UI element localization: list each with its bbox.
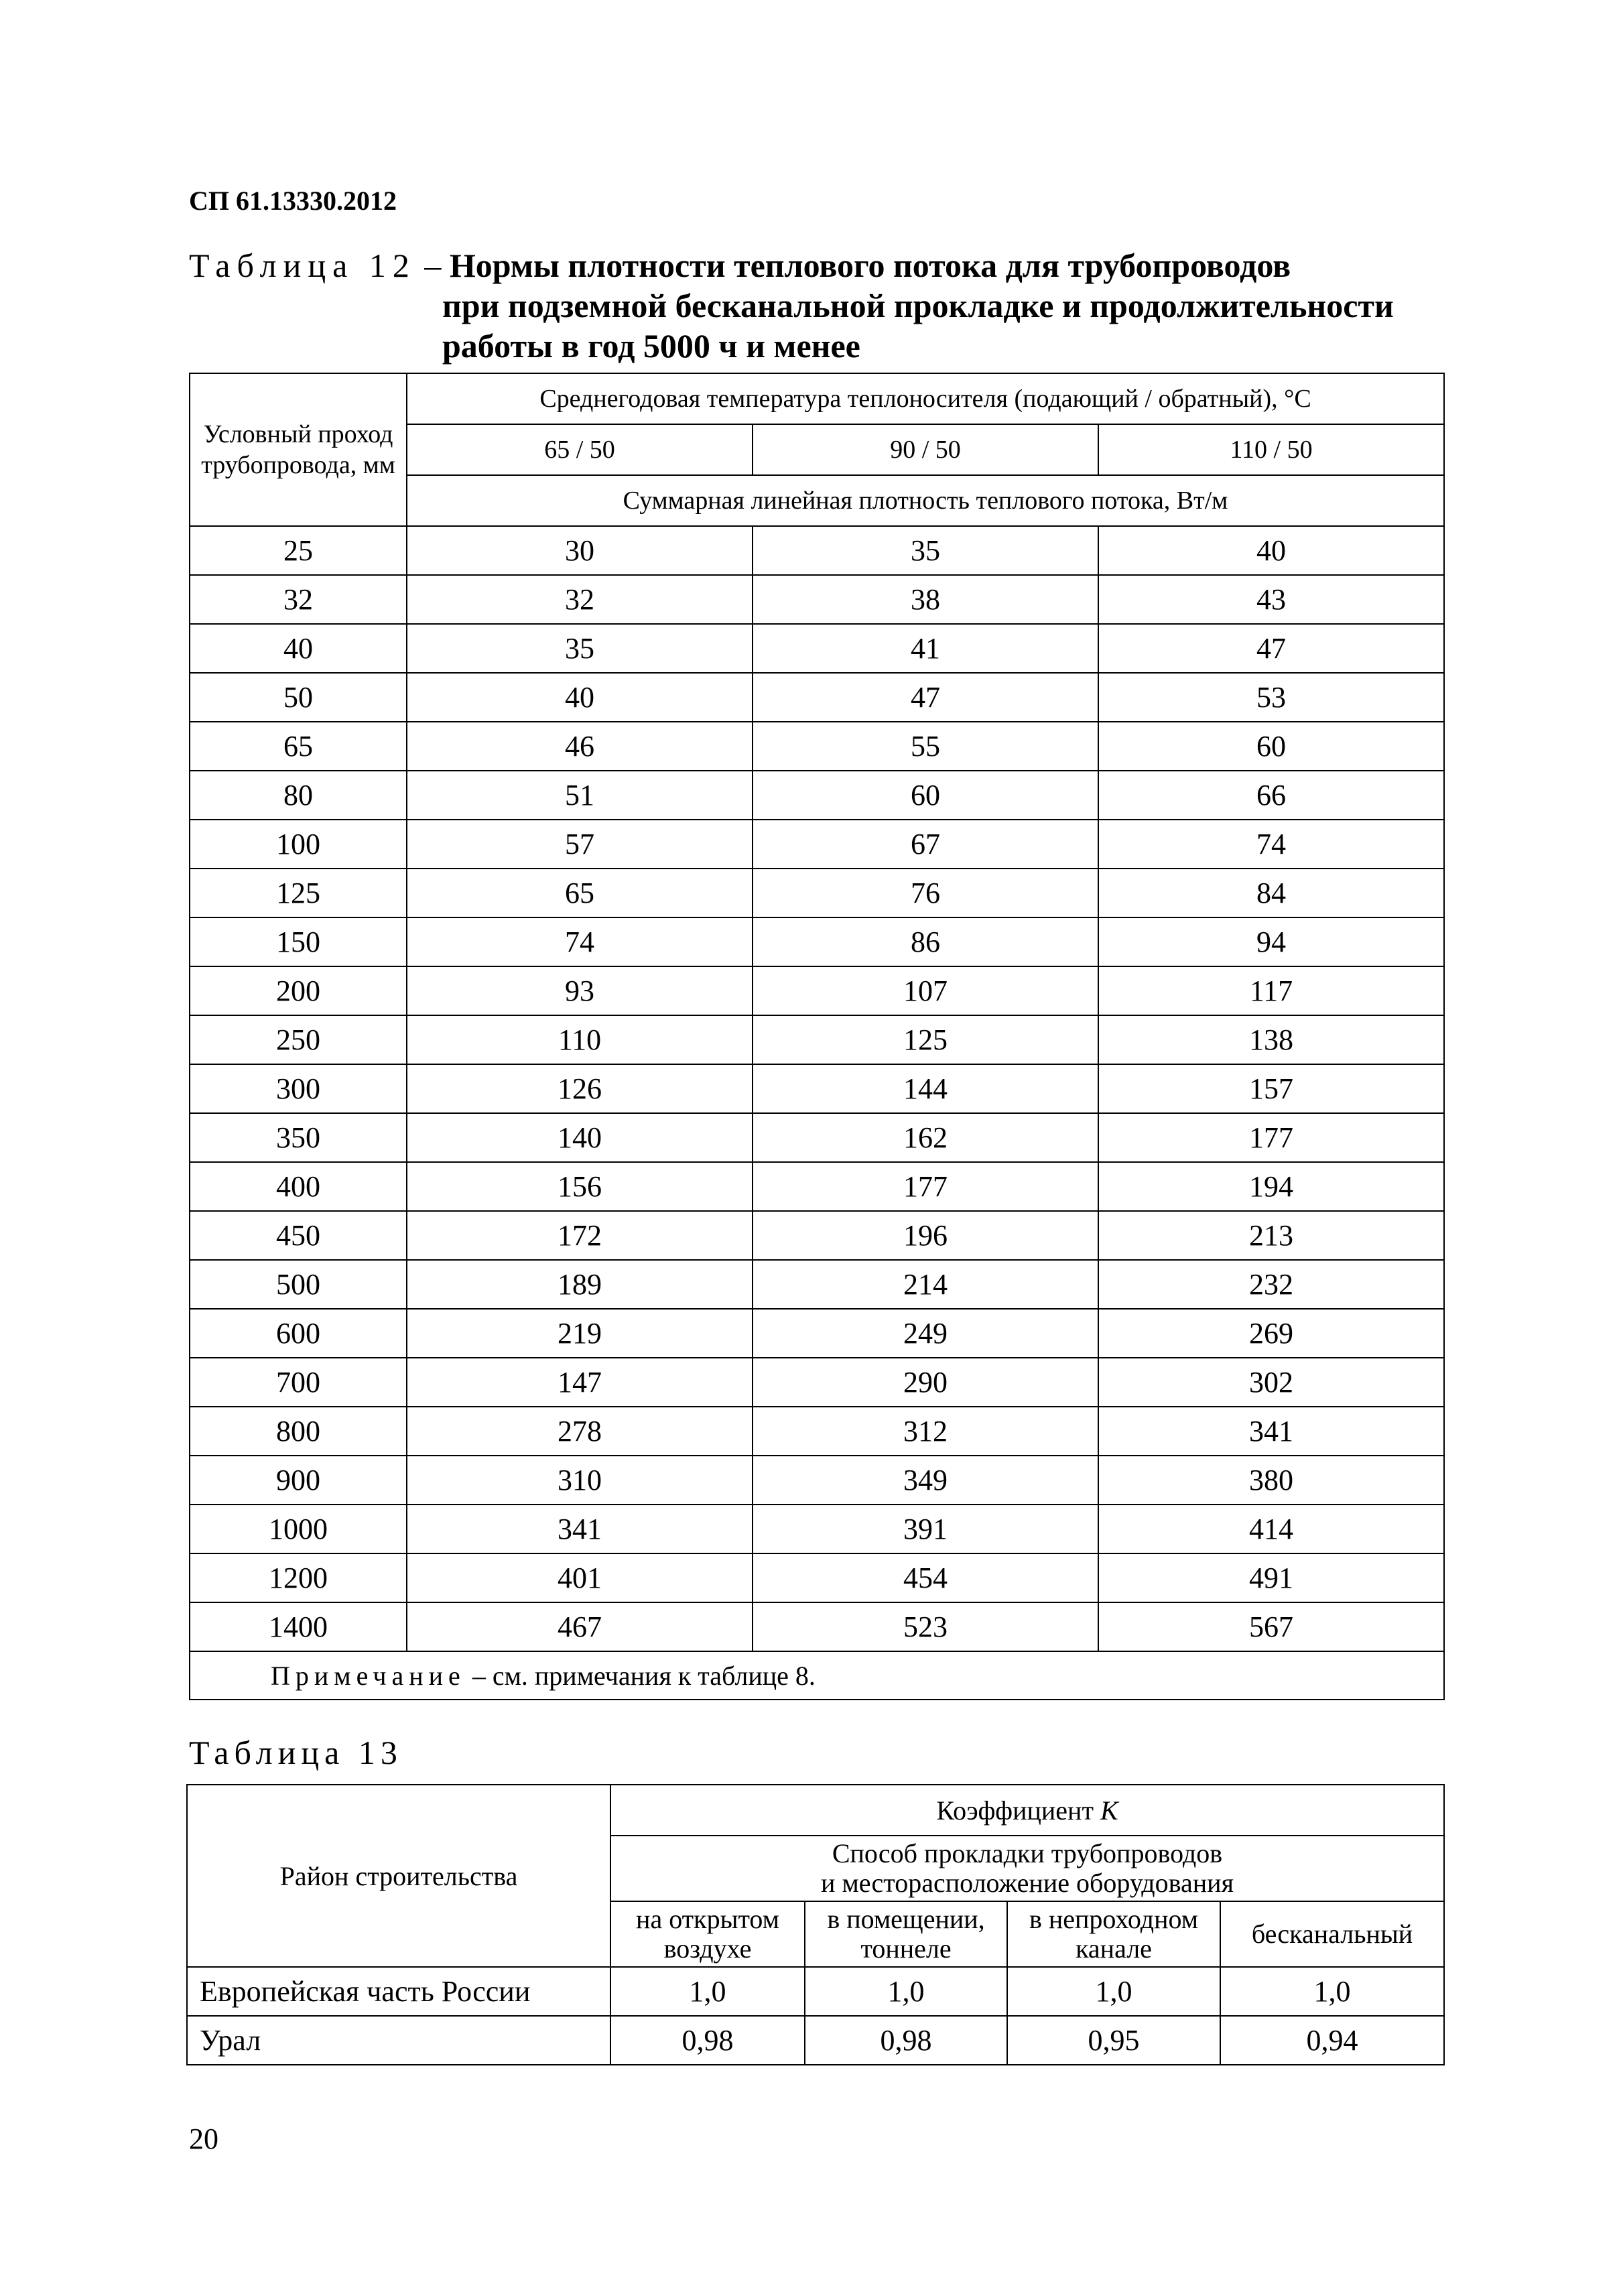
density-cell: 278 [407, 1407, 753, 1456]
table-row [190, 1456, 1444, 1505]
table12-header-temp-2: 90 / 50 [753, 424, 1098, 475]
table13-subcol-line: канале [1076, 1933, 1152, 1964]
table13-subcol-line: воздухе [663, 1933, 752, 1964]
coefficient-cell: 1,0 [1220, 1967, 1444, 2016]
density-cell: 341 [407, 1505, 753, 1553]
density-cell: 491 [1098, 1553, 1444, 1602]
density-cell: 57 [407, 820, 753, 869]
table13-subcol-channel [1007, 1901, 1220, 1967]
document-code: СП 61.13330.2012 [189, 186, 397, 216]
table13 [186, 1784, 1445, 2065]
table13-body [187, 1785, 1444, 2065]
table-row [190, 1602, 1444, 1651]
density-cell: 214 [753, 1260, 1098, 1309]
diameter-cell: 40 [190, 624, 407, 673]
table13-method-line1: Способ прокладки трубопроводов [832, 1838, 1223, 1868]
table13-subcol-open-air [610, 1901, 805, 1967]
density-cell: 40 [1098, 526, 1444, 575]
table12 [189, 373, 1445, 1700]
coefficient-cell: 1,0 [805, 1967, 1007, 2016]
density-cell: 140 [407, 1113, 753, 1162]
table13-subcol-indoor [805, 1901, 1007, 1967]
diameter-cell: 25 [190, 526, 407, 575]
density-cell: 147 [407, 1358, 753, 1407]
diameter-cell: 450 [190, 1211, 407, 1260]
table13-caption: Таблица 13 [189, 1734, 403, 1771]
table-row [190, 722, 1444, 771]
table12-note [190, 1651, 1444, 1700]
density-cell: 414 [1098, 1505, 1444, 1553]
table13-header-method [610, 1836, 1444, 1901]
density-cell: 94 [1098, 917, 1444, 966]
density-cell: 74 [1098, 820, 1444, 869]
table13-coef-prefix: Коэффициент [936, 1795, 1100, 1826]
density-cell: 349 [753, 1456, 1098, 1505]
table-row [190, 1358, 1444, 1407]
table-row [187, 1967, 1444, 2016]
coefficient-cell: 1,0 [610, 1967, 805, 2016]
density-cell: 290 [753, 1358, 1098, 1407]
table-row [190, 1162, 1444, 1211]
density-cell: 341 [1098, 1407, 1444, 1456]
diameter-cell: 350 [190, 1113, 407, 1162]
density-cell: 219 [407, 1309, 753, 1358]
diameter-cell: 1000 [190, 1505, 407, 1553]
table12-header-density: Суммарная линейная плотность теплового потока, Вт/м [407, 475, 1444, 526]
diameter-cell: 200 [190, 966, 407, 1015]
density-cell: 138 [1098, 1015, 1444, 1064]
table13-subcol-channelless [1220, 1901, 1444, 1967]
table13-subcol-line: тоннеле [860, 1933, 952, 1964]
density-cell: 194 [1098, 1162, 1444, 1211]
page-number: 20 [189, 2122, 218, 2155]
density-cell: 86 [753, 917, 1098, 966]
table13-subcol-line: на открытом [636, 1904, 779, 1934]
density-cell: 43 [1098, 575, 1444, 624]
density-cell: 60 [1098, 722, 1444, 771]
density-cell: 84 [1098, 869, 1444, 917]
table13-header-row [187, 1785, 1444, 1836]
diameter-cell: 100 [190, 820, 407, 869]
table-row [187, 2016, 1444, 2065]
density-cell: 35 [753, 526, 1098, 575]
density-cell: 523 [753, 1602, 1098, 1651]
density-cell: 126 [407, 1064, 753, 1113]
diameter-cell: 500 [190, 1260, 407, 1309]
table13-header-coefficient [610, 1785, 1444, 1836]
density-cell: 249 [753, 1309, 1098, 1358]
coefficient-cell: 0,98 [805, 2016, 1007, 2065]
table-row [190, 1553, 1444, 1602]
density-cell: 567 [1098, 1602, 1444, 1651]
density-cell: 55 [753, 722, 1098, 771]
density-cell: 110 [407, 1015, 753, 1064]
density-cell: 232 [1098, 1260, 1444, 1309]
density-cell: 117 [1098, 966, 1444, 1015]
density-cell: 391 [753, 1505, 1098, 1553]
table12-header-temp-1: 65 / 50 [407, 424, 753, 475]
density-cell: 157 [1098, 1064, 1444, 1113]
table-row [190, 575, 1444, 624]
density-cell: 310 [407, 1456, 753, 1505]
table12-header-row [190, 373, 1444, 424]
table12-header-temperature: Среднегодовая температура теплоносителя (подающий / обратный), °С [407, 373, 1444, 424]
table-row [190, 624, 1444, 673]
density-cell: 177 [753, 1162, 1098, 1211]
table12-body [190, 373, 1444, 1700]
note-text: – см. примечания к таблице 8. [465, 1660, 816, 1691]
table13-subcol-line: в непроходном [1029, 1904, 1199, 1934]
density-cell: 67 [753, 820, 1098, 869]
density-cell: 196 [753, 1211, 1098, 1260]
diameter-cell: 300 [190, 1064, 407, 1113]
table-row [190, 1309, 1444, 1358]
density-cell: 302 [1098, 1358, 1444, 1407]
table12-caption-dash: – [415, 247, 450, 284]
diameter-cell: 150 [190, 917, 407, 966]
density-cell: 144 [753, 1064, 1098, 1113]
density-cell: 467 [407, 1602, 753, 1651]
coefficient-cell: 0,95 [1007, 2016, 1220, 2065]
table-row [190, 1113, 1444, 1162]
table13-subcol-line: в помещении, [827, 1904, 985, 1934]
density-cell: 47 [753, 673, 1098, 722]
density-cell: 93 [407, 966, 753, 1015]
table-row [190, 820, 1444, 869]
table12-title-line1: Нормы плотности теплового потока для трубопроводов [449, 247, 1291, 284]
diameter-cell: 600 [190, 1309, 407, 1358]
diameter-cell: 125 [190, 869, 407, 917]
table-row [190, 1015, 1444, 1064]
diameter-cell: 900 [190, 1456, 407, 1505]
density-cell: 162 [753, 1113, 1098, 1162]
table12-header-diameter: Условный проход трубопровода, мм [190, 373, 407, 526]
region-cell: Урал [187, 2016, 610, 2065]
density-cell: 60 [753, 771, 1098, 820]
density-cell: 213 [1098, 1211, 1444, 1260]
density-cell: 177 [1098, 1113, 1444, 1162]
diameter-cell: 32 [190, 575, 407, 624]
density-cell: 107 [753, 966, 1098, 1015]
density-cell: 401 [407, 1553, 753, 1602]
table-row [190, 673, 1444, 722]
table13-method-line2: и месторасположение оборудования [821, 1868, 1234, 1898]
table-row [190, 1407, 1444, 1456]
region-cell: Европейская часть России [187, 1967, 610, 2016]
diameter-cell: 65 [190, 722, 407, 771]
diameter-cell: 1400 [190, 1602, 407, 1651]
table-row [190, 966, 1444, 1015]
table12-title-line3: работы в год 5000 ч и менее [442, 327, 860, 365]
density-cell: 40 [407, 673, 753, 722]
density-cell: 65 [407, 869, 753, 917]
diameter-cell: 250 [190, 1015, 407, 1064]
table-row [190, 1211, 1444, 1260]
table-row [190, 869, 1444, 917]
table-row [190, 1505, 1444, 1553]
density-cell: 41 [753, 624, 1098, 673]
density-cell: 454 [753, 1553, 1098, 1602]
table-row [190, 771, 1444, 820]
coefficient-cell: 0,98 [610, 2016, 805, 2065]
diameter-cell: 800 [190, 1407, 407, 1456]
table-row [190, 917, 1444, 966]
density-cell: 66 [1098, 771, 1444, 820]
diameter-cell: 700 [190, 1358, 407, 1407]
table13-header-region: Район строительства [187, 1785, 610, 1967]
density-cell: 38 [753, 575, 1098, 624]
table-row [190, 526, 1444, 575]
coefficient-cell: 1,0 [1007, 1967, 1220, 2016]
density-cell: 35 [407, 624, 753, 673]
diameter-cell: 80 [190, 771, 407, 820]
density-cell: 76 [753, 869, 1098, 917]
table-row [190, 1064, 1444, 1113]
density-cell: 32 [407, 575, 753, 624]
density-cell: 172 [407, 1211, 753, 1260]
density-cell: 312 [753, 1407, 1098, 1456]
density-cell: 189 [407, 1260, 753, 1309]
density-cell: 47 [1098, 624, 1444, 673]
density-cell: 53 [1098, 673, 1444, 722]
density-cell: 269 [1098, 1309, 1444, 1358]
table13-coef-symbol: K [1100, 1795, 1118, 1826]
diameter-cell: 50 [190, 673, 407, 722]
density-cell: 30 [407, 526, 753, 575]
note-label: Примечание [271, 1660, 466, 1691]
table-row [190, 1260, 1444, 1309]
diameter-cell: 400 [190, 1162, 407, 1211]
density-cell: 380 [1098, 1456, 1444, 1505]
density-cell: 125 [753, 1015, 1098, 1064]
coefficient-cell: 0,94 [1220, 2016, 1444, 2065]
table13-subcol-line: бесканальный [1251, 1919, 1413, 1949]
density-cell: 156 [407, 1162, 753, 1211]
density-cell: 74 [407, 917, 753, 966]
density-cell: 51 [407, 771, 753, 820]
density-cell: 46 [407, 722, 753, 771]
table12-caption-label: Таблица 12 [189, 247, 416, 284]
table12-header-temp-3: 110 / 50 [1098, 424, 1444, 475]
table12-caption [189, 245, 1462, 366]
diameter-cell: 1200 [190, 1553, 407, 1602]
table12-note-row [190, 1651, 1444, 1700]
table12-title-line2: при подземной бесканальной прокладке и продолжительности [442, 287, 1394, 324]
